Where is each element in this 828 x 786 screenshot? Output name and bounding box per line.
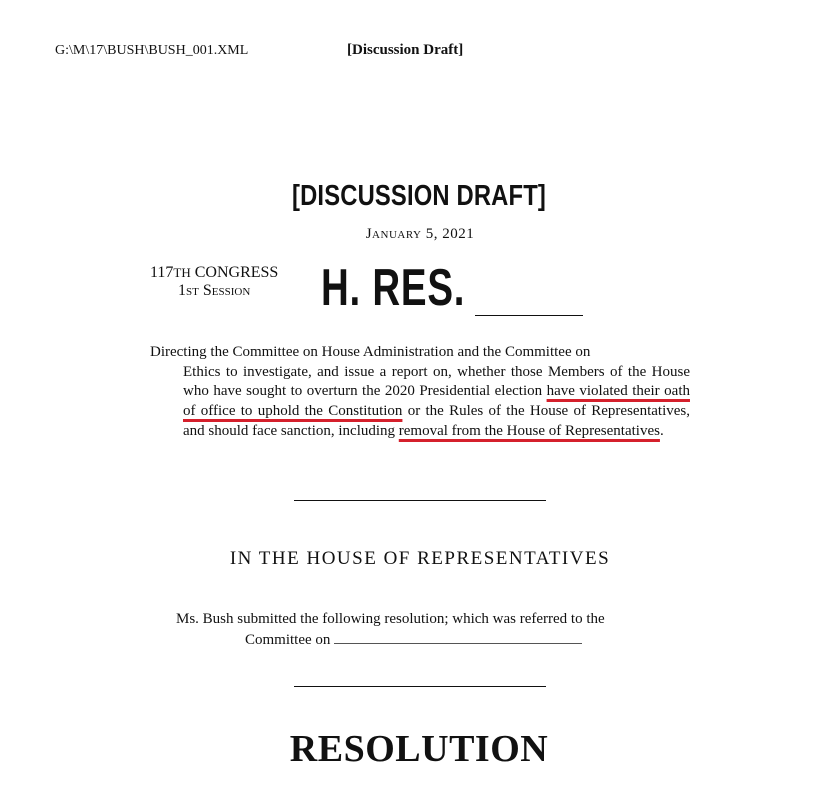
committee-blank <box>334 629 582 644</box>
divider-rule <box>294 686 546 687</box>
resolution-heading: RESOLUTION <box>289 728 549 770</box>
document-title: [DISCUSSION DRAFT] <box>292 180 546 212</box>
session-label: 1st Session <box>178 282 251 299</box>
resolution-description <box>150 343 690 442</box>
house-heading: IN THE HOUSE OF REPRESENTATIVES <box>229 548 611 569</box>
draft-tag: [Discussion Draft] <box>347 42 464 58</box>
submission-line2 <box>176 629 666 650</box>
divider-rule <box>294 500 546 501</box>
document-date: January 5, 2021 <box>365 226 475 242</box>
submission-statement <box>176 609 666 650</box>
bill-number-blank <box>475 315 583 316</box>
bill-type-label: H. RES. <box>321 259 466 317</box>
file-path: G:\M\17\BUSH\BUSH_001.XML <box>55 43 249 58</box>
highlighted-phrase-oath: have violated their oath of office to uphold the Constitution <box>183 383 690 420</box>
description-part-c: . <box>659 422 664 439</box>
congress-session <box>150 264 278 300</box>
description-first-line: Directing the Committee on House Administration and the Committee on <box>150 344 591 360</box>
description-part-b: or the Rules of the House of Representatives, and should face sanction, including <box>183 403 690 439</box>
committee-label: Committee on <box>245 632 331 648</box>
description-body <box>150 363 690 442</box>
submission-line1: Ms. Bush submitted the following resolution; which was referred to the <box>176 611 605 627</box>
description-part-a: Ethics to investigate, and issue a report on, whether those Members of the House who have sought to overturn the 2020 Presidential election <box>183 363 690 400</box>
highlighted-phrase-removal: removal from the House of Representatives <box>398 422 660 439</box>
congress-number: 117TH CONGRESS <box>150 264 279 281</box>
